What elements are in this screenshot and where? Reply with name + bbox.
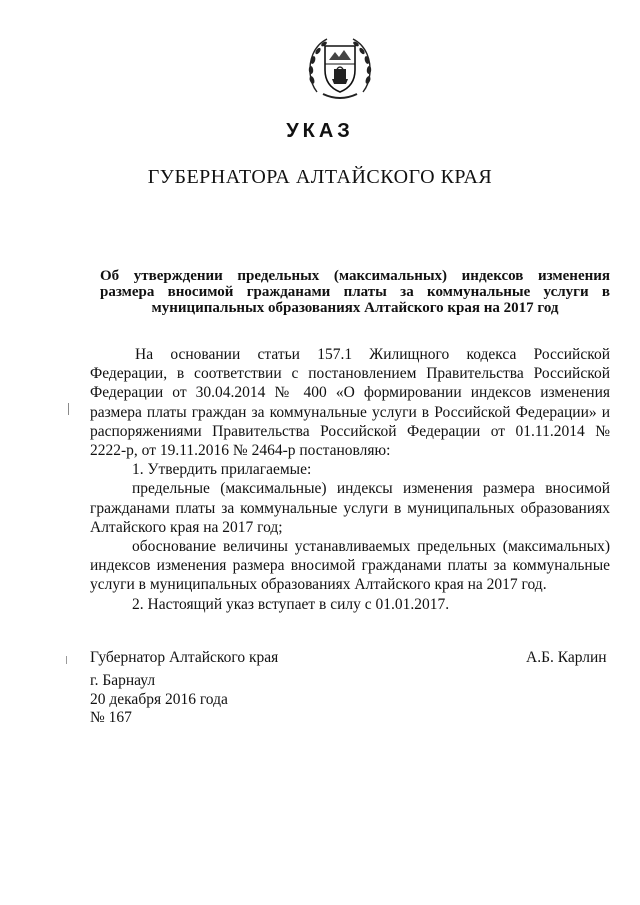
body-paragraph: обоснование величины устанавливаемых предельных (максимальных) индексов изменения размера вносимой гражданами платы за коммунальные услуги в муниципальных образованиях Алтайского края на 2017 год. <box>90 538 610 594</box>
issue-date: 20 декабря 2016 года <box>90 690 228 708</box>
body-paragraph: 2. Настоящий указ вступает в силу с 01.01.2017. <box>132 595 450 613</box>
issuer-heading: ГУБЕРНАТОРА АЛТАЙСКОГО КРАЯ <box>147 166 493 188</box>
document-footer <box>90 672 228 728</box>
document-subject: Об утверждении предельных (максимальных) индексов изменения размера вносимой гражданами платы за коммунальные услуги в муниципальных образованиях Алтайского края на 2017 год <box>100 268 610 316</box>
issue-city: г. Барнаул <box>90 672 156 689</box>
body-paragraph: предельные (максимальные) индексы изменения размера вносимой гражданами платы за коммунальные услуги в муниципальных образованиях Алтайского края на 2017 год; <box>90 480 610 536</box>
document-number: № 167 <box>90 709 132 726</box>
margin-mark <box>68 403 69 415</box>
body-paragraph: 1. Утвердить прилагаемые: <box>132 461 312 479</box>
margin-mark <box>66 656 67 664</box>
altai-krai-coat-of-arms-icon <box>303 30 377 104</box>
body-paragraph: На основании статьи 157.1 Жилищного кодекса Российской Федерации, в соответствии с постановлением Правительства Российской Федерации от 30.04.2014 № 400 «О формировании индексов изменения размера платы граждан за коммунальные услуги в Российской Федерации» и распоряжениями Правительства Российской Федерации от 01.11.2014 № 2222-р, от 19.11.2016 № 2464-р постановляю: <box>90 346 610 460</box>
signatory-name: А.Б. Карлин <box>526 649 607 666</box>
document-body <box>90 345 610 614</box>
document-type-heading: УКАЗ <box>286 120 354 142</box>
signatory-position: Губернатор Алтайского края <box>90 649 279 666</box>
